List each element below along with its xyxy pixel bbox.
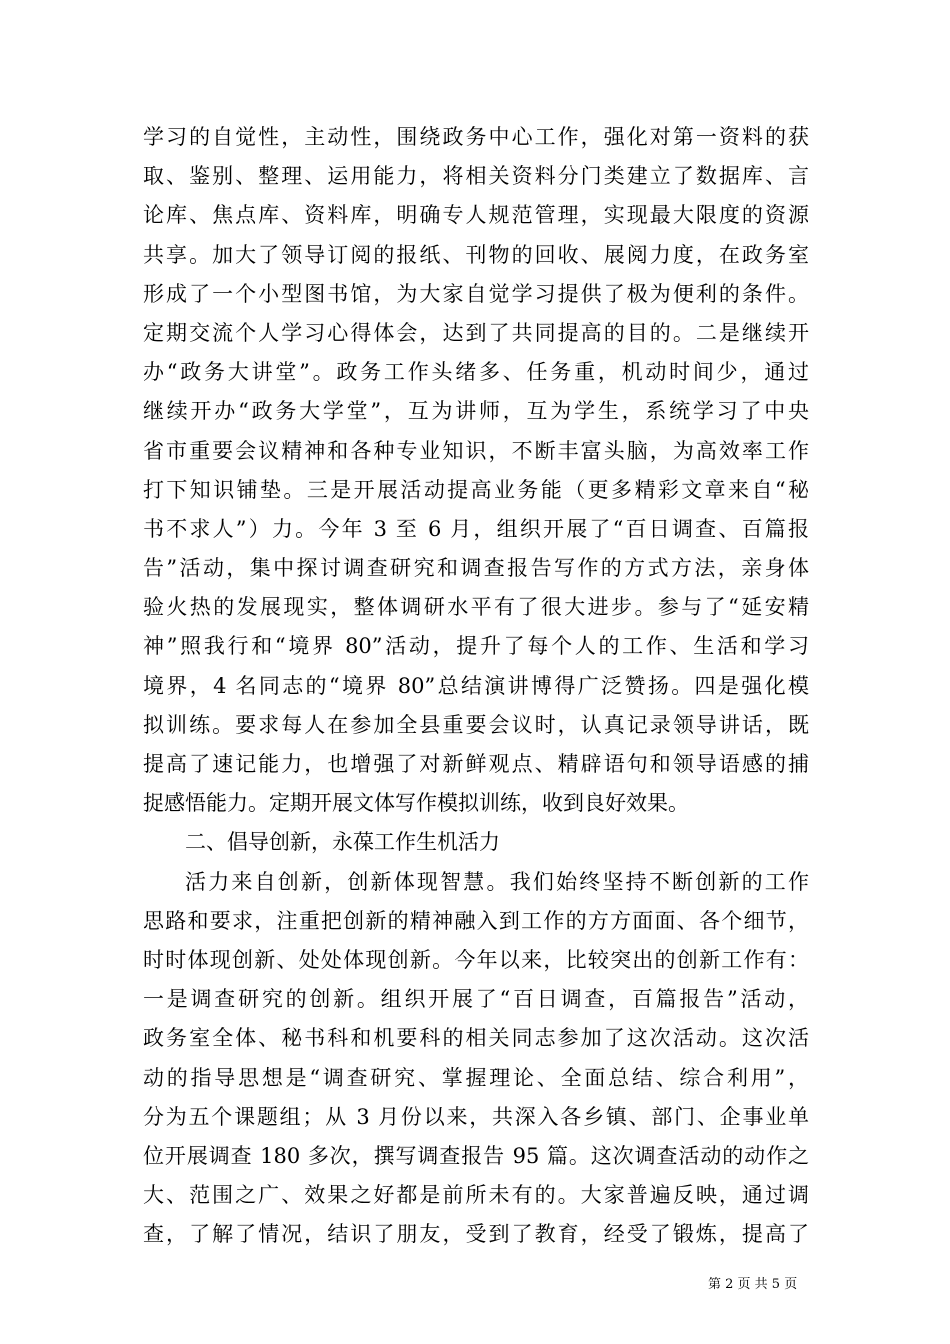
paragraph-line: 时时体现创新、处处体现创新。今年以来，比较突出的创新工作有： bbox=[143, 947, 809, 972]
paragraph-line: 政务室全体、秘书科和机要科的相关同志参加了这次活动。这次活 bbox=[143, 1026, 809, 1051]
paragraph-line: 告”活动，集中探讨调查研究和调查报告写作的方式方法，亲身体 bbox=[143, 556, 809, 581]
section-heading: 二、倡导创新，永葆工作生机活力 bbox=[185, 830, 500, 855]
paragraph-line: 共享。加大了领导订阅的报纸、刊物的回收、展阅力度，在政务室 bbox=[143, 242, 809, 267]
paragraph-line: 学习的自觉性，主动性，围绕政务中心工作，强化对第一资料的获 bbox=[143, 125, 809, 149]
body-text bbox=[143, 118, 809, 1254]
paragraph-line: 捉感悟能力。定期开展文体写作模拟训练，收到良好效果。 bbox=[143, 791, 689, 816]
paragraph-line: 打下知识铺垫。三是开展活动提高业务能（更多精彩文章来自“秘 bbox=[143, 477, 809, 502]
paragraph-line: 验火热的发展现实，整体调研水平有了很大进步。参与了“延安精 bbox=[143, 595, 809, 620]
paragraph-line: 书不求人”）力。今年 3 至 6 月，组织开展了“百日调查、百篇报 bbox=[143, 516, 809, 541]
paragraph-line: 境界，4 名同志的“境界 80”总结演讲博得广泛赞扬。四是强化模 bbox=[143, 673, 809, 698]
paragraph-line: 拟训练。要求每人在参加全县重要会议时，认真记录领导讲话，既 bbox=[143, 712, 809, 737]
paragraph-line: 省市重要会议精神和各种专业知识，不断丰富头脑，为高效率工作 bbox=[143, 438, 809, 463]
paragraph-line: 定期交流个人学习心得体会，达到了共同提高的目的。二是继续开 bbox=[143, 320, 809, 345]
paragraph-line: 活力来自创新，创新体现智慧。我们始终坚持不断创新的工作 bbox=[185, 869, 809, 894]
paragraph-line: 一是调查研究的创新。组织开展了“百日调查，百篇报告”活动， bbox=[143, 987, 809, 1012]
paragraph-line: 提高了速记能力，也增强了对新鲜观点、精辟语句和领导语感的捕 bbox=[143, 752, 809, 776]
paragraph-line: 继续开办“政务大学堂”，互为讲师，互为学生，系统学习了中央 bbox=[143, 399, 809, 424]
paragraph-line: 思路和要求，注重把创新的精神融入到工作的方方面面、各个细节， bbox=[143, 908, 809, 933]
paragraph-line: 动的指导思想是“调查研究、掌握理论、全面总结、综合利用”， bbox=[143, 1065, 809, 1090]
paragraph-line: 形成了一个小型图书馆，为大家自觉学习提供了极为便利的条件。 bbox=[143, 281, 809, 306]
paragraph-line: 查，了解了情况，结识了朋友，受到了教育，经受了锻炼，提高了 bbox=[143, 1222, 809, 1247]
paragraph-line: 办“政务大讲堂”。政务工作头绪多、任务重，机动时间少，通过 bbox=[143, 360, 809, 385]
paragraph-line: 大、范围之广、效果之好都是前所未有的。大家普遍反映，通过调 bbox=[143, 1183, 809, 1208]
paragraph-line: 取、鉴别、整理、运用能力，将相关资料分门类建立了数据库、言 bbox=[143, 164, 809, 189]
paragraph-line: 论库、焦点库、资料库，明确专人规范管理，实现最大限度的资源 bbox=[143, 203, 809, 228]
paragraph-line: 位开展调查 180 多次，撰写调查报告 95 篇。这次调查活动的动作之 bbox=[143, 1143, 809, 1168]
paragraph-line: 神”照我行和“境界 80”活动，提升了每个人的工作、生活和学习 bbox=[143, 634, 809, 659]
page-number: 第 2 页 共 5 页 bbox=[708, 1277, 798, 1292]
paragraph-line: 分为五个课题组；从 3 月份以来，共深入各乡镇、部门、企事业单 bbox=[143, 1104, 809, 1129]
